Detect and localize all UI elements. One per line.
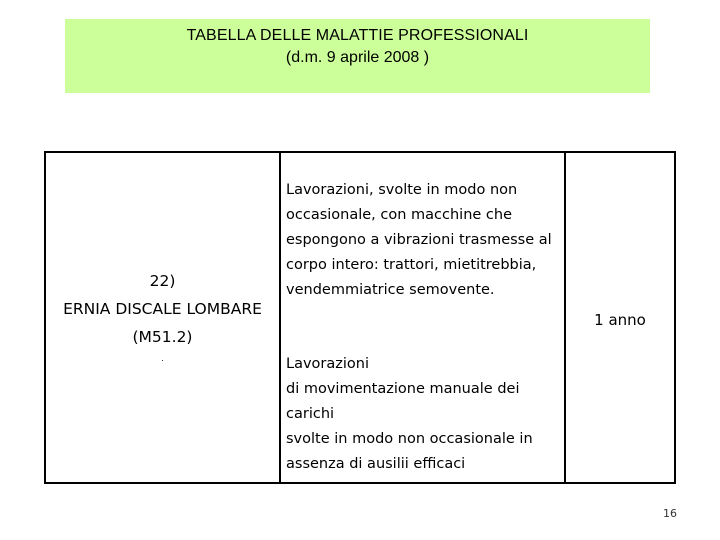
page-subtitle: (d.m. 9 aprile 2008 )	[285, 49, 430, 66]
lavorazione-line: corpo intero: trattori, mietitrebbia,	[286, 257, 537, 273]
period-cell: 1 anno	[594, 311, 646, 329]
lavorazione-line: occasionale, con macchine che	[286, 207, 513, 223]
column-divider	[279, 153, 281, 482]
page-title: TABELLA DELLE MALATTIE PROFESSIONALI	[186, 27, 529, 44]
lavorazione-line: carichi	[286, 406, 335, 422]
lavorazione-line: di movimentazione manuale dei	[286, 381, 520, 397]
lavorazione-line: svolte in modo non occasionale in	[286, 431, 533, 447]
lavorazione-carichi	[286, 352, 561, 477]
disease-table	[44, 151, 676, 484]
lavorazione-line: espongono a vibrazioni trasmesse al	[286, 232, 552, 248]
lavorazione-line: assenza di ausilii efficaci	[286, 456, 466, 472]
disease-name: ERNIA DISCALE LOMBARE	[63, 300, 262, 318]
title-banner	[65, 19, 650, 93]
disease-code: (M51.2)	[132, 328, 193, 346]
lavorazione-line: vendemmiatrice semovente.	[286, 282, 495, 298]
lavorazione-vibrazioni	[286, 178, 561, 303]
page-number: 16	[663, 507, 677, 520]
disease-number: 22)	[149, 272, 176, 290]
lavorazione-line: Lavorazioni, svolte in modo non	[286, 182, 518, 198]
lavorazione-line: Lavorazioni	[286, 356, 369, 372]
disease-cell	[46, 267, 279, 363]
disease-mark: .	[161, 354, 164, 363]
